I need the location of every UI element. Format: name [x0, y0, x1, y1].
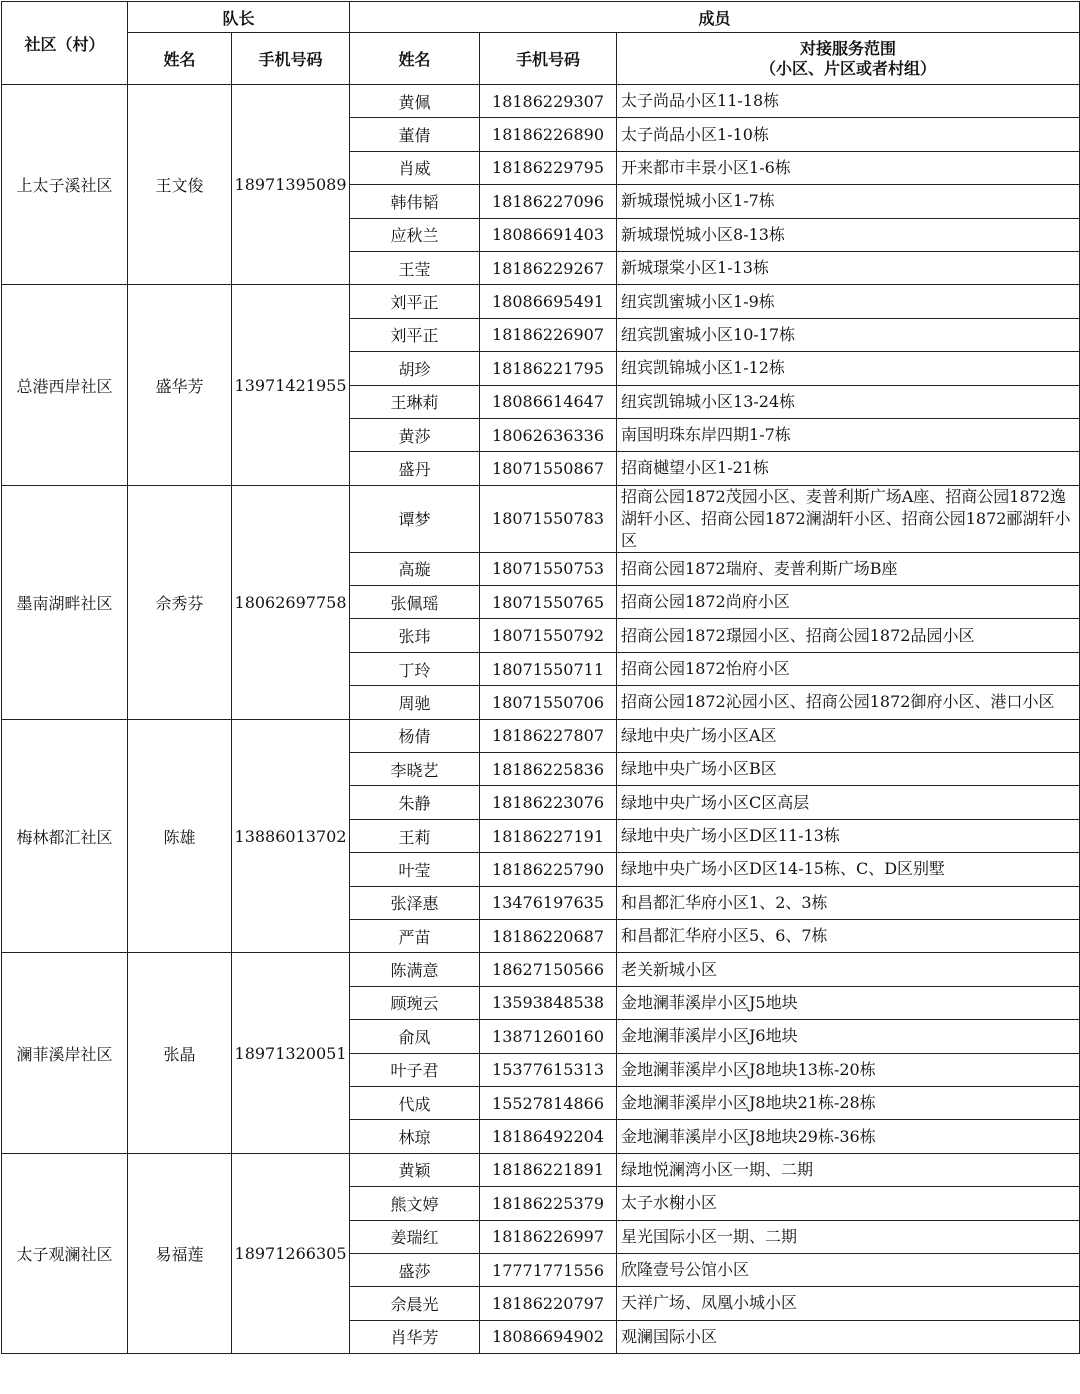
service-scope-cell: 绿地中央广场小区A区 [617, 719, 1080, 752]
table-row [2, 285, 1080, 318]
member-phone-cell: 18186229267 [480, 251, 617, 284]
member-phone-cell: 18071550711 [480, 652, 617, 685]
service-scope-cell: 新城璟棠小区1-13栋 [617, 251, 1080, 284]
scope-header [617, 33, 1080, 85]
service-scope-cell: 绿地中央广场小区D区14-15栋、C、D区别墅 [617, 853, 1080, 886]
member-phone-cell: 18627150566 [480, 953, 617, 986]
member-phone-cell: 17771771556 [480, 1253, 617, 1286]
service-scope-cell: 太子水榭小区 [617, 1187, 1080, 1220]
service-scope-cell: 绿地中央广场小区D区11-13栋 [617, 819, 1080, 852]
member-phone-cell: 18186226997 [480, 1220, 617, 1253]
member-name-cell: 黄佩 [350, 85, 480, 118]
service-scope-cell: 金地澜菲溪岸小区J8地块13栋-20栋 [617, 1053, 1080, 1086]
member-phone-cell: 18062636336 [480, 418, 617, 451]
member-phone-cell: 18186492204 [480, 1120, 617, 1153]
leader-phone-cell: 18971395089 [232, 85, 350, 285]
service-scope-cell: 金地澜菲溪岸小区J5地块 [617, 986, 1080, 1019]
table-body [2, 85, 1080, 1354]
member-name-cell: 张玮 [350, 619, 480, 652]
service-scope-cell: 和昌都汇华府小区5、6、7栋 [617, 919, 1080, 952]
member-name-cell: 陈满意 [350, 953, 480, 986]
member-name-cell: 盛莎 [350, 1253, 480, 1286]
member-phone-cell: 18186229307 [480, 85, 617, 118]
service-scope-cell: 金地澜菲溪岸小区J6地块 [617, 1020, 1080, 1053]
member-phone-cell: 18071550765 [480, 586, 617, 619]
table-row [2, 85, 1080, 118]
member-name-cell: 朱静 [350, 786, 480, 819]
member-phone-cell: 18086614647 [480, 385, 617, 418]
community-name-cell: 梅林都汇社区 [2, 719, 128, 953]
leader-name-header: 姓名 [128, 33, 232, 85]
service-scope-cell: 招商樾望小区1-21栋 [617, 452, 1080, 485]
service-scope-cell: 招商公园1872茂园小区、麦普利斯广场A座、招商公园1872逸湖轩小区、招商公园1872澜湖轩小区、招商公园1872郦湖轩小区 [617, 485, 1080, 552]
member-phone-cell: 18186221891 [480, 1153, 617, 1186]
member-name-cell: 王琳莉 [350, 385, 480, 418]
service-scope-cell: 新城璟悦城小区8-13栋 [617, 218, 1080, 251]
service-scope-cell: 太子尚品小区1-10栋 [617, 118, 1080, 151]
community-name-cell: 澜菲溪岸社区 [2, 953, 128, 1153]
leader-phone-cell: 13886013702 [232, 719, 350, 953]
member-name-cell: 董倩 [350, 118, 480, 151]
community-name-cell: 太子观澜社区 [2, 1153, 128, 1353]
member-name-cell: 杨倩 [350, 719, 480, 752]
leader-phone-cell: 18062697758 [232, 485, 350, 719]
service-scope-cell: 金地澜菲溪岸小区J8地块21栋-28栋 [617, 1086, 1080, 1119]
member-name-cell: 刘平正 [350, 285, 480, 318]
member-name-cell: 张佩瑶 [350, 586, 480, 619]
member-phone-cell: 18186227096 [480, 185, 617, 218]
member-name-cell: 王莹 [350, 251, 480, 284]
service-scope-cell: 招商公园1872沁园小区、招商公园1872御府小区、港口小区 [617, 686, 1080, 719]
community-service-table [1, 1, 1080, 1354]
member-name-cell: 熊文婷 [350, 1187, 480, 1220]
member-name-cell: 俞凤 [350, 1020, 480, 1053]
leader-name-cell: 佘秀芬 [128, 485, 232, 719]
member-name-cell: 顾琬云 [350, 986, 480, 1019]
member-name-cell: 韩伟韬 [350, 185, 480, 218]
service-scope-cell: 太子尚品小区11-18栋 [617, 85, 1080, 118]
member-phone-cell: 18071550706 [480, 686, 617, 719]
member-phone-cell: 18186225379 [480, 1187, 617, 1220]
member-group-header: 成员 [350, 2, 1080, 33]
member-phone-cell: 15527814866 [480, 1086, 617, 1119]
member-phone-cell: 18186220687 [480, 919, 617, 952]
community-name-cell: 墨南湖畔社区 [2, 485, 128, 719]
member-phone-cell: 18186226907 [480, 318, 617, 351]
service-scope-cell: 绿地中央广场小区C区高层 [617, 786, 1080, 819]
member-phone-cell: 13593848538 [480, 986, 617, 1019]
service-scope-cell: 老关新城小区 [617, 953, 1080, 986]
member-name-cell: 张泽惠 [350, 886, 480, 919]
leader-phone-cell: 18971266305 [232, 1153, 350, 1353]
service-scope-cell: 星光国际小区一期、二期 [617, 1220, 1080, 1253]
member-name-cell: 周驰 [350, 686, 480, 719]
service-scope-cell: 欣隆壹号公馆小区 [617, 1253, 1080, 1286]
leader-group-header: 队长 [128, 2, 350, 33]
service-scope-cell: 纽宾凯锦城小区13-24栋 [617, 385, 1080, 418]
service-scope-cell: 纽宾凯蜜城小区10-17栋 [617, 318, 1080, 351]
header-row-1 [2, 2, 1080, 33]
member-phone-cell: 13476197635 [480, 886, 617, 919]
leader-phone-cell: 18971320051 [232, 953, 350, 1153]
member-name-cell: 林琼 [350, 1120, 480, 1153]
member-phone-cell: 18186223076 [480, 786, 617, 819]
member-phone-cell: 18186229795 [480, 151, 617, 184]
leader-name-cell: 陈雄 [128, 719, 232, 953]
member-phone-header: 手机号码 [480, 33, 617, 85]
table-row [2, 953, 1080, 986]
table-row [2, 485, 1080, 552]
member-name-cell: 丁玲 [350, 652, 480, 685]
service-scope-cell: 南国明珠东岸四期1-7栋 [617, 418, 1080, 451]
service-scope-cell: 观澜国际小区 [617, 1320, 1080, 1353]
member-name-cell: 叶莹 [350, 853, 480, 886]
member-phone-cell: 15377615313 [480, 1053, 617, 1086]
member-phone-cell: 18186225790 [480, 853, 617, 886]
member-phone-cell: 18071550753 [480, 552, 617, 585]
member-phone-cell: 18071550792 [480, 619, 617, 652]
member-name-header: 姓名 [350, 33, 480, 85]
service-scope-cell: 天祥广场、凤凰小城小区 [617, 1287, 1080, 1320]
service-scope-cell: 开来都市丰景小区1-6栋 [617, 151, 1080, 184]
member-phone-cell: 18186226890 [480, 118, 617, 151]
header-row-2 [2, 33, 1080, 85]
member-name-cell: 刘平正 [350, 318, 480, 351]
community-header: 社区（村） [2, 2, 128, 85]
member-name-cell: 肖威 [350, 151, 480, 184]
leader-phone-header: 手机号码 [232, 33, 350, 85]
scope-header-line1: 对接服务范围 [800, 38, 897, 58]
member-phone-cell: 18186227191 [480, 819, 617, 852]
member-phone-cell: 18186225836 [480, 753, 617, 786]
member-phone-cell: 18086694902 [480, 1320, 617, 1353]
service-scope-cell: 纽宾凯锦城小区1-12栋 [617, 352, 1080, 385]
service-scope-cell: 招商公园1872瑞府、麦普利斯广场B座 [617, 552, 1080, 585]
member-name-cell: 盛丹 [350, 452, 480, 485]
member-phone-cell: 13871260160 [480, 1020, 617, 1053]
member-name-cell: 代成 [350, 1086, 480, 1119]
member-name-cell: 黄颖 [350, 1153, 480, 1186]
member-name-cell: 谭梦 [350, 485, 480, 552]
leader-name-cell: 王文俊 [128, 85, 232, 285]
service-scope-cell: 新城璟悦城小区1-7栋 [617, 185, 1080, 218]
service-scope-cell: 金地澜菲溪岸小区J8地块29栋-36栋 [617, 1120, 1080, 1153]
leader-name-cell: 盛华芳 [128, 285, 232, 485]
member-phone-cell: 18071550867 [480, 452, 617, 485]
member-name-cell: 李晓艺 [350, 753, 480, 786]
member-name-cell: 佘晨光 [350, 1287, 480, 1320]
member-name-cell: 姜瑞红 [350, 1220, 480, 1253]
member-name-cell: 应秋兰 [350, 218, 480, 251]
leader-phone-cell: 13971421955 [232, 285, 350, 485]
member-phone-cell: 18086691403 [480, 218, 617, 251]
table-row [2, 719, 1080, 752]
leader-name-cell: 张晶 [128, 953, 232, 1153]
member-phone-cell: 18186220797 [480, 1287, 617, 1320]
member-phone-cell: 18186221795 [480, 352, 617, 385]
member-name-cell: 叶子君 [350, 1053, 480, 1086]
service-scope-cell: 招商公园1872尚府小区 [617, 586, 1080, 619]
member-name-cell: 高璇 [350, 552, 480, 585]
community-name-cell: 上太子溪社区 [2, 85, 128, 285]
member-phone-cell: 18086695491 [480, 285, 617, 318]
member-phone-cell: 18186227807 [480, 719, 617, 752]
community-name-cell: 总港西岸社区 [2, 285, 128, 485]
service-scope-cell: 招商公园1872怡府小区 [617, 652, 1080, 685]
member-phone-cell: 18071550783 [480, 485, 617, 552]
service-scope-cell: 绿地悦澜湾小区一期、二期 [617, 1153, 1080, 1186]
member-name-cell: 胡珍 [350, 352, 480, 385]
member-name-cell: 严苗 [350, 919, 480, 952]
table-row [2, 1153, 1080, 1186]
member-name-cell: 黄莎 [350, 418, 480, 451]
service-scope-cell: 和昌都汇华府小区1、2、3栋 [617, 886, 1080, 919]
member-name-cell: 肖华芳 [350, 1320, 480, 1353]
scope-header-line2: （小区、片区或者村组） [760, 58, 937, 78]
service-scope-cell: 绿地中央广场小区B区 [617, 753, 1080, 786]
service-scope-cell: 纽宾凯蜜城小区1-9栋 [617, 285, 1080, 318]
leader-name-cell: 易福莲 [128, 1153, 232, 1353]
service-scope-cell: 招商公园1872璟园小区、招商公园1872品园小区 [617, 619, 1080, 652]
member-name-cell: 王莉 [350, 819, 480, 852]
